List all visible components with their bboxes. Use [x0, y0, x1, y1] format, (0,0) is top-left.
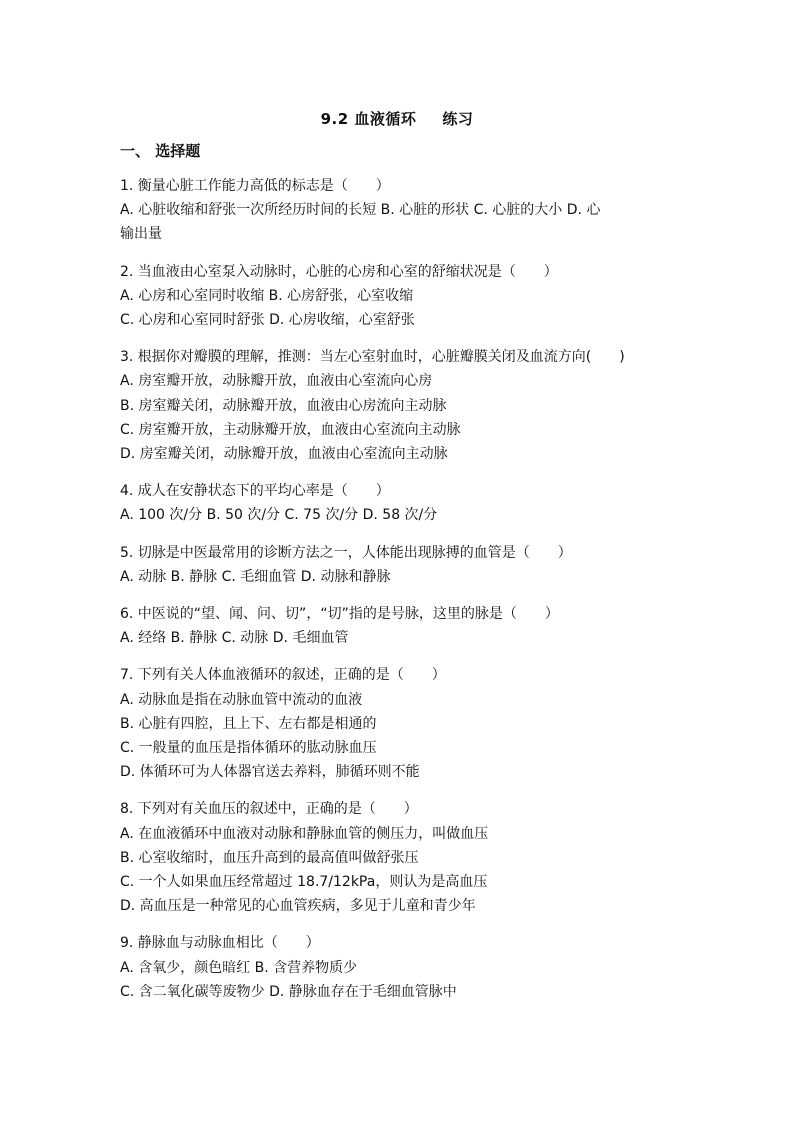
question-7: [120, 663, 680, 784]
question-6: [120, 602, 680, 650]
question-option: C. 心房和心室同时舒张 D. 心房收缩，心室舒张: [120, 312, 415, 329]
question-stem: 2. 当血液由心室泵入动脉时，心脏的心房和心室的舒缩状况是（ ）: [120, 263, 558, 280]
question-8: [120, 797, 680, 918]
question-stem: 8. 下列对有关血压的叙述中，正确的是（ ）: [120, 801, 418, 818]
section-heading: 一、 选择题: [120, 142, 201, 160]
question-option: A. 经络 B. 静脉 C. 动脉 D. 毛细血管: [120, 630, 349, 647]
question-option: D. 房室瓣关闭，动脉瓣开放，血液由心室流向主动脉: [120, 446, 448, 463]
question-5: [120, 541, 680, 589]
question-stem: 4. 成人在安静状态下的平均心率是（ ）: [120, 483, 390, 500]
question-option: A. 含氧少，颜色暗红 B. 含营养物质少: [120, 959, 358, 976]
question-option: D. 高血压是一种常见的心血管疾病，多见于儿童和青少年: [120, 898, 476, 915]
question-option: C. 一个人如果血压经常超过 18.7/12kPa，则认为是高血压: [120, 874, 488, 891]
question-option: 输出量: [120, 226, 162, 243]
question-stem: 1. 衡量心脏工作能力高低的标志是（ ）: [120, 178, 390, 194]
question-4: [120, 479, 680, 527]
question-option: A. 动脉血是指在动脉血管中流动的血液: [120, 691, 363, 708]
question-option: C. 房室瓣开放，主动脉瓣开放，血液由心室流向主动脉: [120, 421, 461, 438]
question-9: [120, 931, 680, 1004]
question-stem: 9. 静脉血与动脉血相比（ ）: [120, 935, 320, 952]
question-1: [120, 174, 680, 247]
title-sub: 练习: [442, 110, 474, 128]
question-option: C. 一般量的血压是指体循环的肱动脉血压: [120, 740, 377, 757]
question-option: C. 含二氧化碳等废物少 D. 静脉血存在于毛细血管脉中: [120, 983, 457, 1000]
question-list: [120, 174, 680, 1017]
question-stem: 7. 下列有关人体血液循环的叙述，正确的是（ ）: [120, 667, 446, 684]
question-option: B. 心室收缩时，血压升高到的最高值叫做舒张压: [120, 849, 419, 866]
page-title: [0, 108, 794, 129]
question-stem: 6. 中医说的“望、闻、问、切”，“切”指的是号脉，这里的脉是（ ）: [120, 606, 559, 623]
question-option: B. 心脏有四腔，且上下、左右都是相通的: [120, 715, 377, 732]
question-option: A. 在血液循环中血液对动脉和静脉血管的侧压力，叫做血压: [120, 825, 489, 842]
question-option: B. 房室瓣关闭，动脉瓣开放，血液由心房流向主动脉: [120, 397, 447, 414]
question-option: A. 房室瓣开放，动脉瓣开放，血液由心室流向心房: [120, 373, 433, 390]
question-option: A. 心脏收缩和舒张一次所经历时间的长短 B. 心脏的形状 C. 心脏的大小 D. 心: [120, 202, 601, 219]
question-option: A. 心房和心室同时收缩 B. 心房舒张，心室收缩: [120, 287, 414, 304]
title-main: 9.2 血液循环: [320, 110, 417, 128]
question-2: [120, 260, 680, 333]
question-option: D. 体循环可为人体器官送去养料，肺循环则不能: [120, 764, 420, 781]
question-stem: 5. 切脉是中医最常用的诊断方法之一，人体能出现脉搏的血管是（ ）: [120, 544, 572, 561]
question-3: [120, 345, 680, 466]
question-option: A. 100 次/分 B. 50 次/分 C. 75 次/分 D. 58 次/分: [120, 507, 438, 524]
question-stem: 3. 根据你对瓣膜的理解，推测：当左心室射血时，心脏瓣膜关闭及血流方向( ): [120, 349, 625, 366]
question-option: A. 动脉 B. 静脉 C. 毛细血管 D. 动脉和静脉: [120, 568, 391, 585]
